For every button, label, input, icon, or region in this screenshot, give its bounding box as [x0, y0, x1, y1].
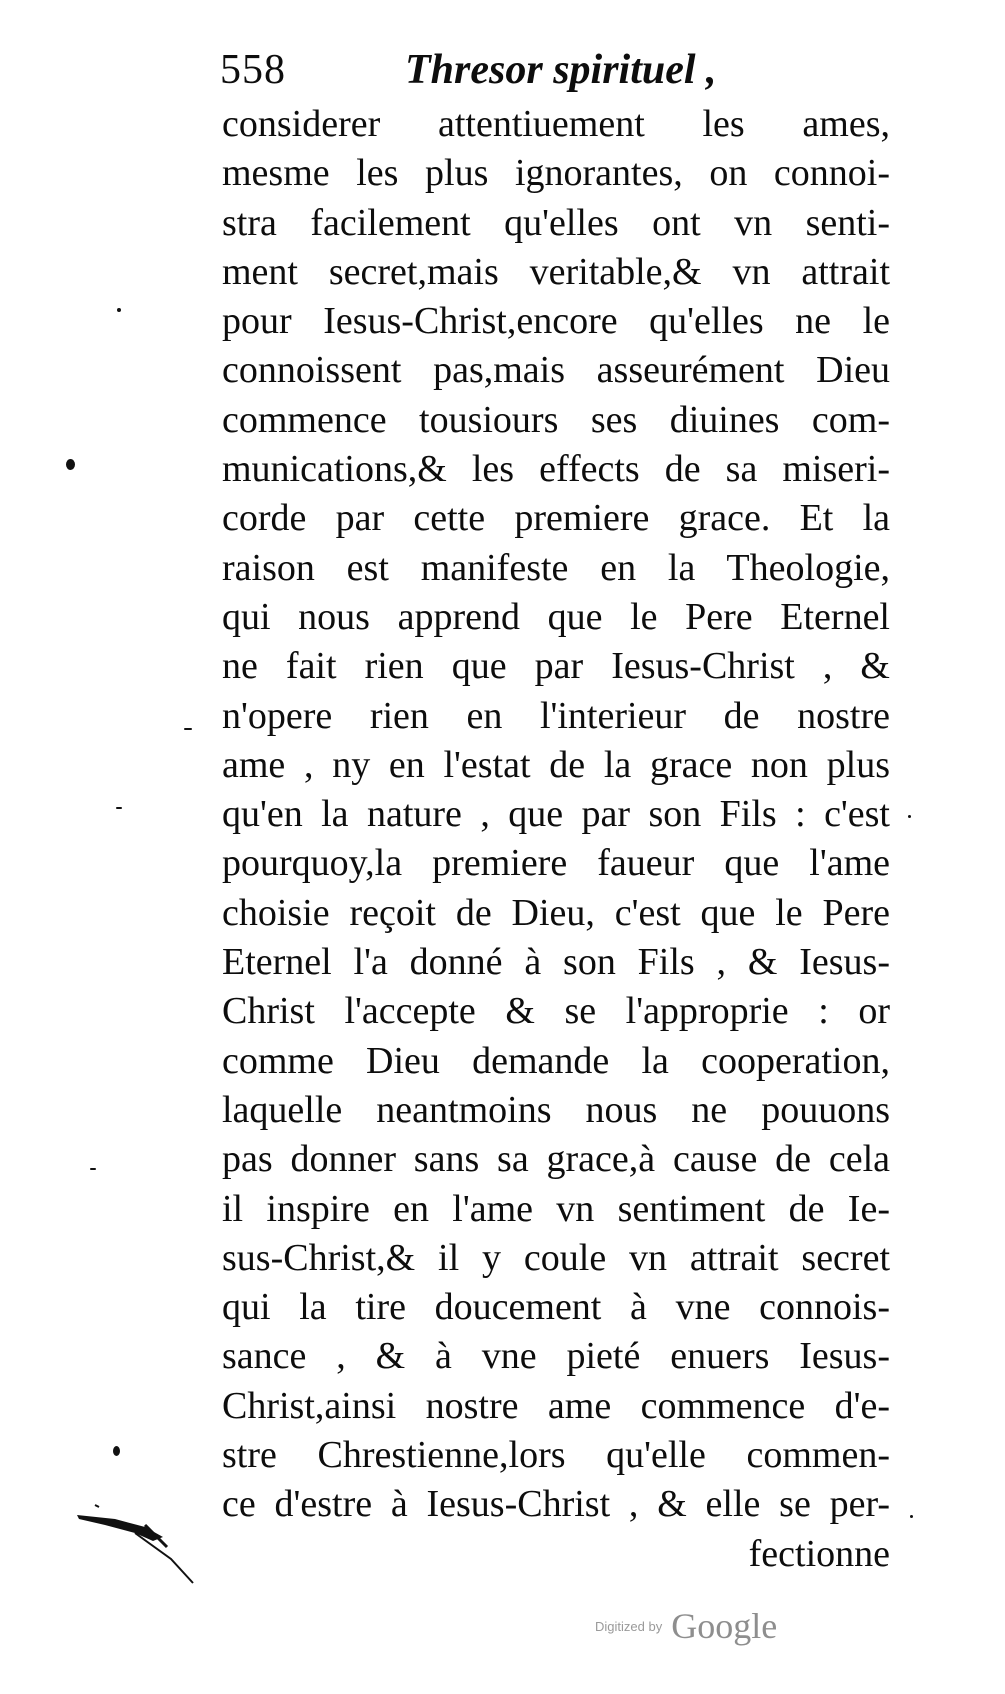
- text-line: laquelle neantmoins nous ne pouuons: [222, 1088, 890, 1131]
- scan-speck: [66, 459, 75, 470]
- digitized-by-google-watermark: [595, 1605, 777, 1655]
- text-line: pour Iesus-Christ,encore qu'elles ne le: [222, 300, 890, 343]
- text-line: raison est manifeste en la Theologie,: [222, 546, 890, 589]
- text-line: stre Chrestienne,lors qu'elle commen-: [222, 1434, 890, 1477]
- watermark-prefix: Digitized by: [595, 1618, 663, 1634]
- scan-speck: [910, 1515, 913, 1518]
- text-line: il inspire en l'ame vn sentiment de Ie-: [222, 1187, 890, 1230]
- scan-speck: [90, 1168, 96, 1170]
- text-line: pourquoy,la premiere faueur que l'ame: [222, 842, 890, 885]
- text-line: sance , & à vne pieté enuers Iesus-: [222, 1335, 890, 1378]
- text-line: comme Dieu demande la cooperation,: [222, 1039, 890, 1082]
- text-line: ne fait rien que par Iesus-Christ , &: [222, 645, 890, 688]
- text-line: ame , ny en l'estat de la grace non plus: [222, 743, 890, 786]
- text-line: connoissent pas,mais asseurément Dieu: [222, 349, 890, 392]
- text-line: Christ l'accepte & se l'approprie : or: [222, 990, 890, 1033]
- text-line: ment secret,mais veritable,& vn attrait: [222, 250, 890, 293]
- text-line: ce d'estre à Iesus-Christ , & elle se per-: [222, 1483, 890, 1526]
- text-line: mesme les plus ignorantes, on connoi-: [222, 152, 890, 195]
- scan-speck: [184, 728, 192, 730]
- text-line: considerer attentiuement les ames,: [222, 103, 890, 145]
- page-number: 558: [220, 47, 286, 93]
- text-line: qui la tire doucement à vne connois-: [222, 1286, 890, 1329]
- page-edge-mark: [75, 1455, 225, 1585]
- text-line: corde par cette premiere grace. Et la: [222, 497, 890, 540]
- google-logo: Google: [671, 1606, 778, 1646]
- scan-speck: [117, 308, 121, 312]
- text-line: pas donner sans sa grace,à cause de cela: [222, 1138, 890, 1181]
- text-line: Eternel l'a donné à son Fils , & Iesus-: [222, 941, 890, 984]
- text-line: sus-Christ,& il y coule vn attrait secret: [222, 1236, 890, 1279]
- text-line: qu'en la nature , que par son Fils : c'est: [222, 793, 890, 836]
- body-text: [222, 100, 890, 1579]
- text-line: n'opere rien en l'interieur de nostre: [222, 694, 890, 737]
- running-title: Thresor spirituel ,: [405, 47, 717, 93]
- catchword-line: fectionne: [748, 1532, 890, 1575]
- text-line: choisie reçoit de Dieu, c'est que le Pere: [222, 891, 890, 934]
- text-line: munications,& les effects de sa miseri-: [222, 448, 890, 491]
- scan-speck: [116, 807, 122, 809]
- text-line: stra facilement qu'elles ont vn senti-: [222, 201, 890, 244]
- text-line: qui nous apprend que le Pere Eternel: [222, 595, 890, 638]
- running-head: [220, 40, 720, 100]
- text-line: Christ,ainsi nostre ame commence d'e-: [222, 1384, 890, 1427]
- scan-speck: [908, 815, 911, 818]
- text-line: commence tousiours ses diuines com-: [222, 398, 890, 441]
